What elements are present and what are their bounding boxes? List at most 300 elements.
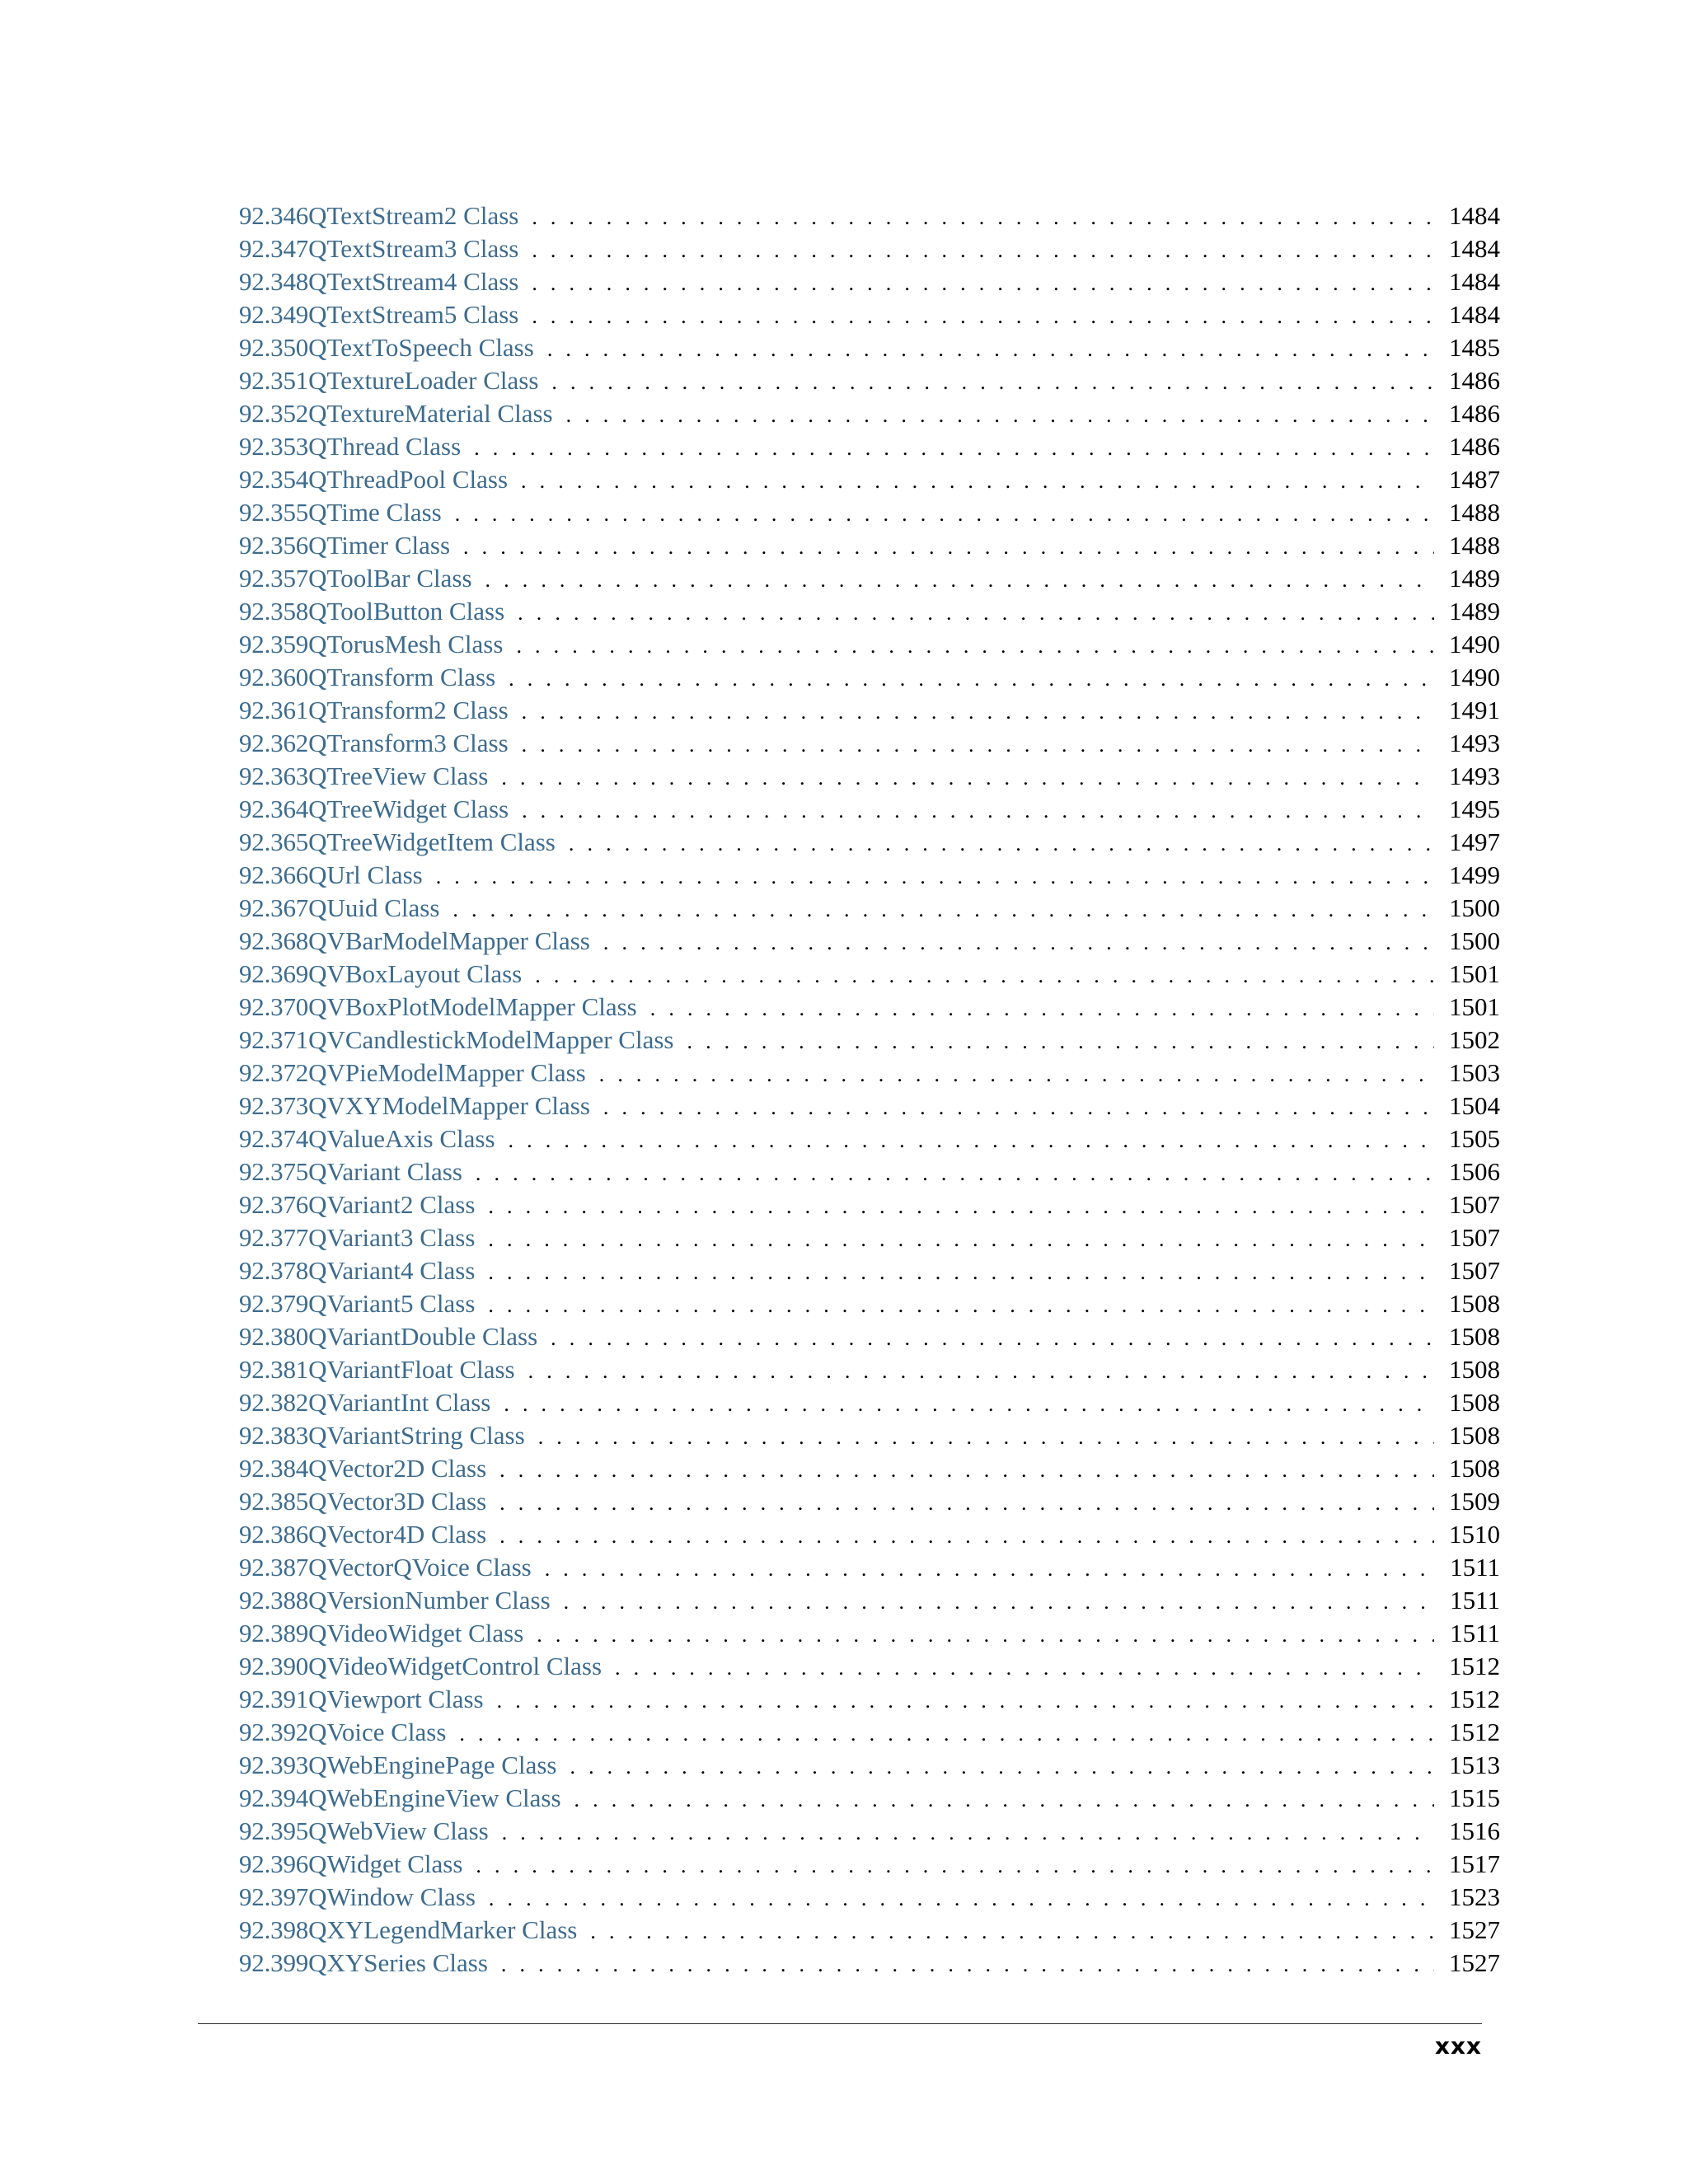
toc-entry-page-number[interactable]: 1500: [1449, 893, 1500, 922]
dot-leader: [471, 1157, 1434, 1190]
toc-entry-title: QVXYModelMapper Class: [308, 1091, 590, 1120]
dot-leader: [559, 1586, 1434, 1619]
dot-leader: [533, 1421, 1434, 1454]
dot-leader: [517, 794, 1434, 827]
dot-leader: [645, 992, 1434, 1025]
toc-entry: [239, 463, 1500, 496]
toc-entry-page-number[interactable]: 1508: [1449, 1421, 1500, 1450]
toc-entry-page-number[interactable]: 1487: [1449, 465, 1500, 494]
toc-entry-page-number[interactable]: 1486: [1449, 366, 1500, 395]
toc-entry-page-number[interactable]: 1523: [1449, 1882, 1500, 1911]
toc-entry: [239, 628, 1500, 661]
dot-leader: [450, 498, 1434, 531]
toc-entry-link[interactable]: [239, 727, 1434, 762]
toc-entry-number: 92.388: [239, 1586, 309, 1615]
toc-entry-link[interactable]: [239, 1947, 1434, 1981]
dot-leader: [484, 1882, 1434, 1915]
toc-entry-page-number[interactable]: 1507: [1449, 1190, 1500, 1219]
dot-leader: [458, 531, 1434, 564]
toc-entry-number: 92.389: [239, 1619, 309, 1647]
toc-entry-title: QVBoxPlotModelMapper Class: [308, 992, 637, 1021]
dot-leader: [495, 1454, 1434, 1487]
toc-entry-number: 92.366: [239, 860, 309, 889]
toc-entry-title: QVariantString Class: [308, 1421, 525, 1450]
toc-entry-number: 92.370: [239, 992, 309, 1021]
toc-entry-number: 92.374: [239, 1124, 309, 1153]
toc-entry-page-number[interactable]: 1491: [1449, 696, 1500, 724]
toc-entry-title: QTextStream3 Class: [308, 234, 519, 263]
dot-leader: [448, 893, 1434, 926]
toc-entry-link[interactable]: [239, 793, 1434, 827]
toc-entry-title: QTransform2 Class: [308, 696, 509, 724]
dot-leader: [481, 564, 1434, 597]
toc-entry-page-number[interactable]: 1508: [1449, 1322, 1500, 1351]
toc-entry-page-number[interactable]: 1503: [1449, 1058, 1500, 1087]
toc-entry-link[interactable]: [239, 232, 1434, 267]
toc-entry-page-number[interactable]: 1485: [1449, 333, 1500, 362]
toc-entry-link[interactable]: [239, 265, 1434, 300]
toc-entry-link[interactable]: [239, 463, 1434, 498]
toc-entry: [239, 397, 1500, 430]
toc-entry-page-number[interactable]: 1511: [1450, 1553, 1500, 1582]
toc-entry-link[interactable]: [239, 1024, 1434, 1058]
dot-leader: [570, 1783, 1434, 1816]
toc-entry-page-number[interactable]: 1486: [1449, 432, 1500, 461]
toc-entry: [239, 892, 1500, 925]
toc-entry-title: QTextureMaterial Class: [308, 399, 553, 428]
dot-leader: [431, 860, 1434, 893]
dot-leader: [511, 630, 1434, 663]
toc-entry: [239, 1155, 1500, 1188]
toc-entry-number: 92.381: [239, 1355, 309, 1384]
toc-entry: [239, 1716, 1500, 1749]
dot-leader: [499, 1388, 1434, 1421]
toc-entry-title: QUuid Class: [308, 893, 440, 922]
toc-entry-link[interactable]: [239, 397, 1434, 432]
toc-entry-link[interactable]: [239, 1452, 1434, 1487]
toc-entry-number: 92.369: [239, 959, 309, 988]
toc-entry-page-number[interactable]: 1497: [1449, 827, 1500, 856]
toc-entry: [239, 529, 1500, 562]
toc-entry-link[interactable]: [239, 529, 1434, 564]
dot-leader: [517, 729, 1434, 762]
toc-entry-link[interactable]: [239, 1716, 1434, 1750]
toc-entry: [239, 727, 1500, 760]
toc-entry-title: QTime Class: [308, 498, 442, 527]
dot-leader: [492, 1685, 1434, 1718]
toc-entry-title: QVersionNumber Class: [308, 1586, 551, 1615]
dot-leader: [561, 399, 1434, 432]
toc-entry: [239, 595, 1500, 628]
toc-entry-link[interactable]: [239, 925, 1434, 959]
toc-entry-link[interactable]: [239, 1353, 1434, 1388]
toc-entry-title: QTreeView Class: [308, 762, 489, 790]
toc-entry: [239, 199, 1500, 232]
toc-entry-link[interactable]: [239, 298, 1434, 333]
toc-entry: [239, 298, 1500, 331]
toc-entry-number: 92.379: [239, 1289, 309, 1318]
toc-entry-title: QTextureLoader Class: [308, 366, 539, 395]
dot-leader: [504, 1124, 1434, 1157]
dot-leader: [594, 1058, 1434, 1091]
toc-entry: [239, 1024, 1500, 1057]
toc-entry-number: 92.387: [239, 1553, 309, 1582]
toc-entry: [239, 1419, 1500, 1452]
dot-leader: [483, 1190, 1434, 1223]
toc-entry: [239, 1650, 1500, 1683]
toc-entry-number: 92.357: [239, 564, 309, 593]
toc-entry: [239, 1353, 1500, 1386]
toc-entry-link[interactable]: [239, 892, 1434, 926]
toc-entry: [239, 1848, 1500, 1881]
toc-entry-number: 92.352: [239, 399, 309, 428]
toc-entry-title: QVariant4 Class: [308, 1256, 476, 1285]
toc-entry-link[interactable]: [239, 1782, 1434, 1816]
toc-entry-page-number[interactable]: 1501: [1449, 959, 1500, 988]
toc-entry-link[interactable]: [239, 1155, 1434, 1190]
toc-entry-link[interactable]: [239, 1584, 1434, 1619]
toc-entry-page-number[interactable]: 1509: [1449, 1487, 1500, 1516]
toc-entry: [239, 1287, 1500, 1320]
toc-entry-link[interactable]: [239, 331, 1434, 366]
toc-entry-page-number[interactable]: 1513: [1449, 1750, 1500, 1779]
toc-entry-page-number[interactable]: 1510: [1449, 1520, 1500, 1549]
toc-entry-link[interactable]: [239, 991, 1434, 1025]
toc-entry-link[interactable]: [239, 595, 1434, 630]
toc-entry-title: QVideoWidgetControl Class: [308, 1652, 603, 1680]
toc-entry-page-number[interactable]: 1512: [1449, 1652, 1500, 1680]
dot-leader: [527, 300, 1434, 333]
dot-leader: [513, 597, 1434, 630]
toc-entry-page-number[interactable]: 1484: [1449, 300, 1500, 329]
toc-entry-link[interactable]: [239, 1485, 1434, 1520]
toc-entry-page-number[interactable]: 1527: [1449, 1915, 1500, 1944]
toc-entry-title: QValueAxis Class: [308, 1124, 495, 1153]
toc-entry: [239, 430, 1500, 463]
toc-entry-page-number[interactable]: 1484: [1449, 267, 1500, 296]
dot-leader: [516, 465, 1434, 498]
toc-entry-link[interactable]: [239, 1848, 1434, 1882]
toc-entry-page-number[interactable]: 1506: [1449, 1157, 1500, 1186]
toc-entry: [239, 562, 1500, 595]
toc-entry: [239, 1551, 1500, 1584]
toc-entry-title: QThreadPool Class: [308, 465, 509, 494]
toc-entry-number: 92.399: [239, 1948, 309, 1977]
toc-entry-link[interactable]: [239, 199, 1434, 234]
toc-entry-page-number[interactable]: 1484: [1449, 201, 1500, 230]
toc-entry-number: 92.355: [239, 498, 309, 527]
toc-entry-number: 92.377: [239, 1223, 309, 1252]
toc-entry-page-number[interactable]: 1502: [1449, 1025, 1500, 1054]
toc-entry-title: QXYSeries Class: [308, 1948, 488, 1977]
toc-entry-page-number[interactable]: 1508: [1449, 1355, 1500, 1384]
toc-entry-page-number[interactable]: 1508: [1449, 1289, 1500, 1318]
toc-entry-link[interactable]: [239, 1419, 1434, 1454]
dot-leader: [598, 1091, 1434, 1124]
toc-entry: [239, 1386, 1500, 1419]
toc-entry-link[interactable]: [239, 496, 1434, 531]
toc-entry-page-number[interactable]: 1489: [1449, 564, 1500, 593]
toc-entry: [239, 958, 1500, 991]
dot-leader: [504, 663, 1434, 696]
toc-entry-link[interactable]: [239, 760, 1434, 794]
toc-entry-number: 92.365: [239, 827, 309, 856]
toc-entry-title: QXYLegendMarker Class: [308, 1915, 578, 1944]
toc-entry-link[interactable]: [239, 364, 1434, 399]
dot-leader: [532, 1619, 1434, 1652]
toc-entry-number: 92.386: [239, 1520, 309, 1549]
dot-leader: [546, 1322, 1434, 1355]
dot-leader: [540, 1553, 1434, 1586]
toc-entry-page-number[interactable]: 1489: [1449, 597, 1500, 626]
toc-entry-number: 92.364: [239, 794, 309, 823]
toc-entry-number: 92.394: [239, 1783, 309, 1812]
toc-entry: [239, 826, 1500, 859]
footer-divider: [198, 2023, 1482, 2024]
toc-entry-title: QVariantFloat Class: [308, 1355, 515, 1384]
toc-entry-title: QVBoxLayout Class: [308, 959, 523, 988]
toc-entry-number: 92.351: [239, 366, 309, 395]
toc-entry-page-number[interactable]: 1505: [1449, 1124, 1500, 1153]
dot-leader: [527, 234, 1434, 267]
dot-leader: [542, 333, 1434, 366]
toc-entry-number: 92.367: [239, 893, 309, 922]
toc-entry: [239, 1617, 1500, 1650]
dot-leader: [527, 201, 1434, 234]
toc-entry-number: 92.375: [239, 1157, 309, 1186]
toc-entry-link[interactable]: [239, 1650, 1434, 1685]
toc-entry-title: QTreeWidgetItem Class: [308, 827, 556, 856]
toc-entry-link[interactable]: [239, 1881, 1434, 1915]
toc-entry-page-number[interactable]: 1508: [1449, 1454, 1500, 1483]
toc-entry-title: QWebView Class: [308, 1816, 489, 1845]
toc-entry-link[interactable]: [239, 1815, 1434, 1849]
toc-entry-link[interactable]: [239, 694, 1434, 729]
dot-leader: [483, 1223, 1434, 1256]
dot-leader: [483, 1289, 1434, 1322]
dot-leader: [682, 1025, 1434, 1058]
toc-entry-title: QTorusMesh Class: [308, 630, 504, 658]
toc-entry-title: QTransform3 Class: [308, 729, 509, 757]
toc-entry-page-number[interactable]: 1486: [1449, 399, 1500, 428]
toc-entry-number: 92.368: [239, 926, 309, 955]
dot-leader: [546, 366, 1434, 399]
toc-entry: [239, 793, 1500, 826]
toc-entry: [239, 1090, 1500, 1122]
toc-entry-link[interactable]: [239, 1057, 1434, 1091]
toc-entry-number: 92.376: [239, 1190, 309, 1219]
toc-entry: [239, 1881, 1500, 1914]
toc-entry: [239, 991, 1500, 1024]
toc-entry-page-number[interactable]: 1517: [1449, 1849, 1500, 1878]
toc-entry: [239, 1518, 1500, 1551]
toc-entry-link[interactable]: [239, 1749, 1434, 1783]
toc-entry-number: 92.362: [239, 729, 309, 757]
toc-entry-title: QVariant3 Class: [308, 1223, 476, 1252]
toc-entry-number: 92.390: [239, 1652, 309, 1680]
toc-entry-page-number[interactable]: 1504: [1449, 1091, 1500, 1120]
toc-entry-number: 92.398: [239, 1915, 309, 1944]
toc-entry-page-number[interactable]: 1512: [1449, 1718, 1500, 1746]
toc-entry-number: 92.363: [239, 762, 309, 790]
toc-entry-number: 92.397: [239, 1882, 309, 1911]
dot-leader: [496, 762, 1434, 794]
dot-leader: [598, 926, 1434, 959]
toc-entry-page-number[interactable]: 1511: [1450, 1619, 1500, 1647]
toc-entry: [239, 1782, 1500, 1815]
toc-entry-link[interactable]: [239, 562, 1434, 597]
toc-entry-link[interactable]: [239, 661, 1434, 696]
toc-entry-number: 92.348: [239, 267, 309, 296]
toc-entry-link[interactable]: [239, 1551, 1434, 1586]
toc-entry-page-number[interactable]: 1512: [1449, 1685, 1500, 1713]
toc-entry-page-number[interactable]: 1495: [1449, 794, 1500, 823]
dot-leader: [585, 1915, 1434, 1948]
toc-entry-page-number[interactable]: 1527: [1449, 1948, 1500, 1977]
toc-entry-page-number[interactable]: 1507: [1449, 1223, 1500, 1252]
toc-entry-number: 92.349: [239, 300, 309, 329]
toc-entry-page-number[interactable]: 1501: [1449, 992, 1500, 1021]
toc-entry: [239, 1683, 1500, 1716]
toc-entry: [239, 1485, 1500, 1518]
toc-entry-link[interactable]: [239, 1254, 1434, 1289]
toc-entry-link[interactable]: [239, 1320, 1434, 1355]
toc-entry: [239, 1947, 1500, 1980]
toc-entry-number: 92.391: [239, 1685, 309, 1713]
toc-entry-link[interactable]: [239, 1914, 1434, 1948]
toc-entry-link[interactable]: [239, 1386, 1434, 1421]
dot-leader: [530, 959, 1434, 992]
toc-entry: [239, 1254, 1500, 1287]
toc-entry-title: QWebEnginePage Class: [308, 1750, 557, 1779]
toc-entry: [239, 1914, 1500, 1947]
toc-entry-page-number[interactable]: 1508: [1449, 1388, 1500, 1417]
toc-entry-number: 92.382: [239, 1388, 309, 1417]
toc-entry-number: 92.396: [239, 1849, 309, 1878]
toc-entry: [239, 1815, 1500, 1848]
toc-entry-link[interactable]: [239, 826, 1434, 860]
toc-entry-link[interactable]: [239, 1518, 1434, 1553]
dot-leader: [517, 696, 1434, 729]
toc-entry-link[interactable]: [239, 1617, 1434, 1652]
toc-entry-number: 92.358: [239, 597, 309, 626]
toc-entry-page-number[interactable]: 1500: [1449, 926, 1500, 955]
toc-entry-title: QVariantInt Class: [308, 1388, 491, 1417]
toc-entry-title: QVector2D Class: [308, 1454, 487, 1483]
toc-entry-title: QVPieModelMapper Class: [308, 1058, 586, 1087]
toc-entry-page-number[interactable]: 1493: [1449, 729, 1500, 757]
toc-entry-number: 92.378: [239, 1256, 309, 1285]
toc-entry-page-number[interactable]: 1484: [1449, 234, 1500, 263]
dot-leader: [610, 1652, 1434, 1685]
toc-entry-link[interactable]: [239, 859, 1434, 893]
toc-entry: [239, 859, 1500, 892]
toc-entry-number: 92.395: [239, 1816, 309, 1845]
toc-entry-link[interactable]: [239, 430, 1434, 465]
toc-entry-page-number[interactable]: 1515: [1449, 1783, 1500, 1812]
toc-entry-title: QToolBar Class: [308, 564, 472, 593]
toc-entry-page-number[interactable]: 1488: [1449, 531, 1500, 560]
toc-entry-title: QTextToSpeech Class: [308, 333, 534, 362]
toc-entry-title: QVectorQVoice Class: [308, 1553, 532, 1582]
toc-entry-number: 92.361: [239, 696, 309, 724]
dot-leader: [565, 1750, 1434, 1783]
toc-entry-number: 92.356: [239, 531, 309, 560]
toc-entry-title: QTransform Class: [308, 663, 496, 691]
toc-entry-title: QWebEngineView Class: [308, 1783, 561, 1812]
toc-entry: [239, 1320, 1500, 1353]
toc-entry-link[interactable]: [239, 1188, 1434, 1223]
toc-entry-link[interactable]: [239, 958, 1434, 992]
toc-entry-title: QToolButton Class: [308, 597, 505, 626]
toc-entry-link[interactable]: [239, 1090, 1434, 1124]
toc-entry-title: QVideoWidget Class: [308, 1619, 524, 1647]
toc-entry-number: 92.346: [239, 201, 309, 230]
toc-entry-title: QVBarModelMapper Class: [308, 926, 590, 955]
toc-entry: [239, 1221, 1500, 1254]
dot-leader: [471, 1849, 1434, 1882]
toc-entry-title: QVariant2 Class: [308, 1190, 476, 1219]
toc-entry-title: QTextStream4 Class: [308, 267, 519, 296]
toc-entry-title: QVector3D Class: [308, 1487, 487, 1516]
toc-entry-number: 92.385: [239, 1487, 309, 1516]
toc-entry: [239, 1452, 1500, 1485]
toc-entry: [239, 364, 1500, 397]
toc-entry-title: QTextStream5 Class: [308, 300, 519, 329]
toc-entry-link[interactable]: [239, 1122, 1434, 1157]
toc-entry-page-number[interactable]: 1499: [1449, 860, 1500, 889]
toc-entry-link[interactable]: [239, 628, 1434, 663]
toc-entry-page-number[interactable]: 1507: [1449, 1256, 1500, 1285]
toc-entry-title: QUrl Class: [308, 860, 423, 889]
toc-entry-number: 92.359: [239, 630, 309, 658]
toc-entry-title: QVariantDouble Class: [308, 1322, 538, 1351]
toc-entry-page-number[interactable]: 1490: [1449, 663, 1500, 691]
table-of-contents: [239, 199, 1500, 1980]
dot-leader: [495, 1487, 1434, 1520]
dot-leader: [469, 432, 1434, 465]
toc-entry-title: QVoice Class: [308, 1718, 447, 1746]
toc-entry-title: QWindow Class: [308, 1882, 476, 1911]
dot-leader: [523, 1355, 1434, 1388]
dot-leader: [483, 1256, 1434, 1289]
toc-entry-page-number[interactable]: 1493: [1449, 762, 1500, 790]
toc-entry-number: 92.380: [239, 1322, 309, 1351]
toc-entry: [239, 1057, 1500, 1090]
toc-entry-page-number[interactable]: 1490: [1449, 630, 1500, 658]
toc-entry: [239, 661, 1500, 694]
toc-entry: [239, 1122, 1500, 1155]
toc-entry-number: 92.371: [239, 1025, 309, 1054]
toc-entry-title: QWidget Class: [308, 1849, 463, 1878]
toc-entry-number: 92.372: [239, 1058, 309, 1087]
toc-entry-page-number[interactable]: 1511: [1450, 1586, 1500, 1615]
toc-entry-number: 92.373: [239, 1091, 309, 1120]
toc-entry-number: 92.384: [239, 1454, 309, 1483]
toc-entry-number: 92.347: [239, 234, 309, 263]
toc-entry-title: QVariant Class: [308, 1157, 462, 1186]
dot-leader: [497, 1816, 1434, 1849]
toc-entry-link[interactable]: [239, 1221, 1434, 1256]
footer-page-number: xxx: [1434, 2032, 1482, 2060]
toc-entry-page-number[interactable]: 1516: [1449, 1816, 1500, 1845]
toc-entry-page-number[interactable]: 1488: [1449, 498, 1500, 527]
toc-entry-link[interactable]: [239, 1287, 1434, 1322]
toc-entry-link[interactable]: [239, 1683, 1434, 1718]
toc-entry-title: QVCandlestickModelMapper Class: [308, 1025, 674, 1054]
toc-entry: [239, 1584, 1500, 1617]
toc-entry-title: QViewport Class: [308, 1685, 484, 1713]
